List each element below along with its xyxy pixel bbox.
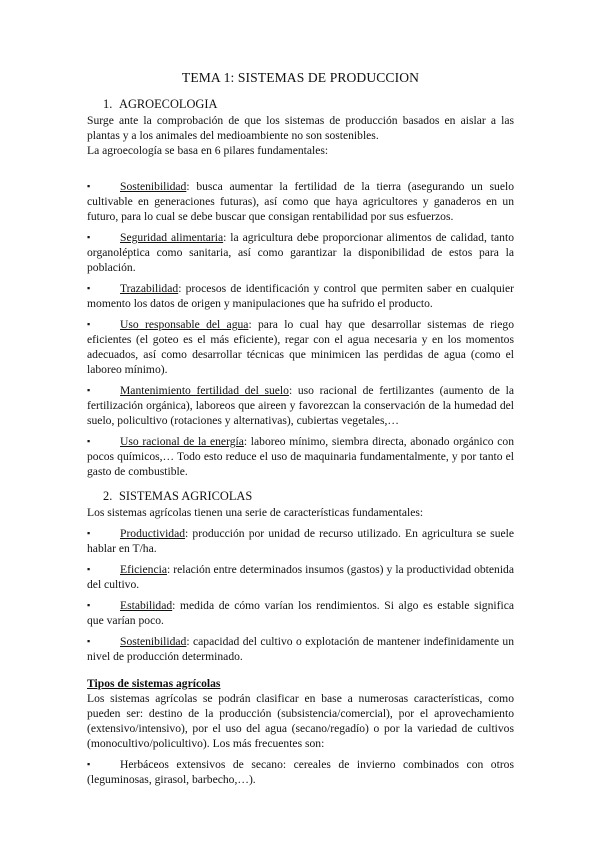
list-item-term: Sostenibilidad — [120, 180, 187, 193]
list-item — [87, 562, 514, 592]
bullet-icon: ▪ — [87, 181, 91, 191]
list-item-term: Sostenibilidad — [120, 635, 187, 648]
list-item — [87, 634, 514, 664]
section-heading-text: SISTEMAS AGRICOLAS — [119, 489, 253, 503]
list-item-text: : medida de cómo varían los rendimientos. Si algo es estable significa que varían poco. — [87, 599, 514, 627]
list-item — [87, 179, 514, 224]
list-item-term: Productividad — [120, 527, 186, 540]
list-item-term: Uso racional de la energía — [120, 435, 244, 448]
subsection-heading: Tipos de sistemas agrícolas — [87, 677, 221, 690]
list-item-text: : laboreo mínimo, siembra directa, abonado orgánico con pocos químicos,… Todo esto reduce el uso de maquinaria fundamentalmente, y por tanto el gasto de combustible. — [87, 435, 514, 478]
bullet-icon: ▪ — [87, 385, 91, 395]
list-item-text: : para lo cual hay que desarrollar sistemas de riego eficientes (el goteo es el más eficiente), regar con el agua necesaria y en los momentos adecuados, así como desarrollar técnicas que minimicen las perdidas de agua (como el laboreo mínimo). — [87, 318, 514, 376]
bullet-icon: ▪ — [87, 283, 91, 293]
section-heading-sistemas-agricolas — [103, 489, 514, 504]
section-number: 1. — [103, 97, 113, 111]
bullet-icon: ▪ — [87, 232, 91, 242]
list-item-text: : producción por unidad de recurso utilizado. En agricultura se suele hablar en T/ha. — [87, 527, 514, 555]
bullet-icon: ▪ — [87, 528, 91, 538]
bullet-icon: ▪ — [87, 319, 91, 329]
list-item-term: Eficiencia — [120, 563, 167, 576]
list-item-term: Estabilidad — [120, 599, 173, 612]
page-title: TEMA 1: SISTEMAS DE PRODUCCION — [181, 70, 420, 85]
list-item-text: : relación entre determinados insumos (gastos) y la productividad obtenida del cultivo. — [87, 563, 514, 591]
list-item-text: Herbáceos extensivos de secano: cereales de invierno combinados con otros (leguminosas, girasol, barbecho,…). — [87, 758, 514, 786]
section-heading-agroecologia — [103, 97, 514, 112]
list-item — [87, 526, 514, 556]
list-item — [87, 757, 514, 787]
bullet-icon: ▪ — [87, 759, 91, 769]
list-item — [87, 230, 514, 275]
paragraph: Los sistemas agrícolas se podrán clasificar en base a numerosas características, como pueden ser: destino de la producción (subsistencia/comercial), por el aprovechamiento (extensivo/intensivo), por el uso del agua (secano/regadío) o por la variedad de cultivos (monocultivo/policultivo). Los más frecuentes son: — [87, 692, 514, 750]
list-item-text: : la agricultura debe proporcionar alimentos de calidad, tanto organoléptica como sanitaria, así como garantizar la disponibilidad de estos para la población. — [87, 231, 514, 274]
section-number: 2. — [103, 489, 113, 503]
list-item — [87, 317, 514, 377]
document-content — [87, 70, 514, 793]
paragraph: Los sistemas agrícolas tienen una serie de características fundamentales: — [87, 506, 424, 519]
list-item-text: : busca aumentar la fertilidad de la tierra (asegurando un suelo cultivable en generaciones futuras), así como que haya agricultores y ganaderos en un futuro, para lo cual se debe buscar que consigan rentabilidad por sus esfuerzos. — [87, 180, 514, 223]
list-item-term: Mantenimiento fertilidad del suelo — [120, 384, 289, 397]
list-item-term: Trazabilidad — [120, 282, 179, 295]
bullet-icon: ▪ — [87, 636, 91, 646]
bullet-icon: ▪ — [87, 600, 91, 610]
paragraph: Surge ante la comprobación de que los sistemas de producción basados en aislar a las plantas y a los animales del medioambiente no son sostenibles. — [87, 114, 514, 142]
bullet-icon: ▪ — [87, 564, 91, 574]
list-item — [87, 598, 514, 628]
paragraph: La agroecología se basa en 6 pilares fundamentales: — [87, 144, 329, 157]
list-item-term: Seguridad alimentaria — [120, 231, 224, 244]
list-item — [87, 383, 514, 428]
list-item-text: : capacidad del cultivo o explotación de mantener indefinidamente un nivel de producción determinado. — [87, 635, 514, 663]
section-heading-text: AGROECOLOGIA — [119, 97, 218, 111]
list-item-term: Uso responsable del agua — [120, 318, 249, 331]
list-item — [87, 434, 514, 479]
list-item-text: : uso racional de fertilizantes (aumento de la fertilización orgánica), laboreos que aireen y favorezcan la conservación de la humedad del suelo, policultivo (rotaciones y alternativas), cubiertas vegetales,… — [87, 384, 514, 427]
list-item — [87, 281, 514, 311]
bullet-icon: ▪ — [87, 436, 91, 446]
list-item-text: : procesos de identificación y control que permiten saber en cualquier momento los datos de origen y manipulaciones que ha sufrido el producto. — [87, 282, 514, 310]
